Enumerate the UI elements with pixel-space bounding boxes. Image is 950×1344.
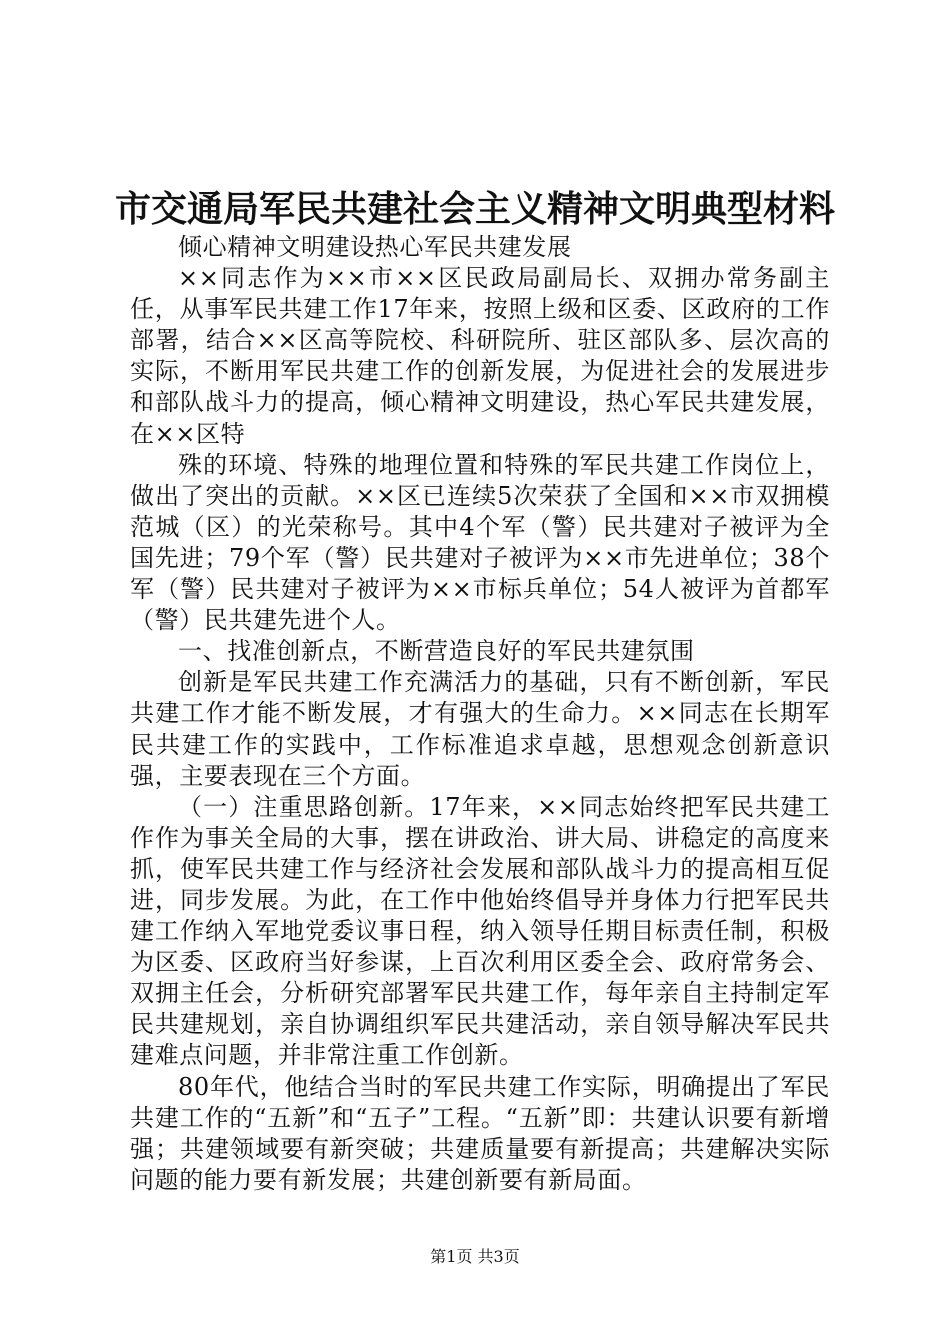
subtitle-paragraph: 倾心精神文明建设热心军民共建发展 bbox=[178, 233, 572, 261]
body-paragraph: 殊的环境、特殊的地理位置和特殊的军民共建工作岗位上，做出了突出的贡献。××区已连续5次荣获了全国和××市双拥模范城（区）的光荣称号。其中4个军（警）民共建对子被评为全国先进；79个军（警）民共建对子被评为××市先进单位；38个军（警）民共建对子被评为××市标兵单位；54人被评为首都军（警）民共建先进个人。 bbox=[130, 450, 830, 635]
body-paragraph: ××同志作为××市××区民政局副局长、双拥办常务副主任，从事军民共建工作17年来，按照上级和区委、区政府的工作部署，结合××区高等院校、科研院所、驻区部队多、层次高的实际，不断用军民共建工作的创新发展，为促进社会的发展进步和部队战斗力的提高，倾心精神文明建设，热心军民共建发展，在××区特 bbox=[130, 264, 830, 448]
document-title: 市交通局军民共建社会主义精神文明典型材料 bbox=[114, 188, 835, 230]
body-paragraph: （一）注重思路创新。17年来，××同志始终把军民共建工作作为事关全局的大事，摆在讲政治、讲大局、讲稳定的高度来抓，使军民共建工作与经济社会发展和部队战斗力的提高相互促进，同步发展。为此，在工作中他始终倡导并身体力行把军民共建工作纳入军地党委议事日程，纳入领导任期目标责任制，积极为区委、区政府当好参谋，上百次利用区委全会、政府常务会、双拥主任会，分析研究部署军民共建工作，每年亲自主持制定军民共建规划，亲自协调组织军民共建活动，亲自领导解决军民共建难点问题，并非常注重工作创新。 bbox=[130, 792, 830, 1070]
body-paragraph: 创新是军民共建工作充满活力的基础，只有不断创新，军民共建工作才能不断发展，才有强大的生命力。××同志在长期军民共建工作的实践中，工作标准追求卓越，思想观念创新意识强，主要表现在三个方面。 bbox=[130, 668, 830, 790]
document-body bbox=[130, 232, 830, 1196]
body-paragraph: 80年代，他结合当时的军民共建工作实际，明确提出了军民共建工作的“五新”和“五子”工程。“五新”即：共建认识要有新增强；共建领域要有新突破；共建质量要有新提高；共建解决实际问题的能力要有新发展；共建创新要有新局面。 bbox=[130, 1072, 830, 1194]
section-heading: 一、找准创新点，不断营造良好的军民共建氛围 bbox=[178, 637, 695, 666]
page-number-footer: 第1页 共3页 bbox=[430, 1247, 520, 1266]
